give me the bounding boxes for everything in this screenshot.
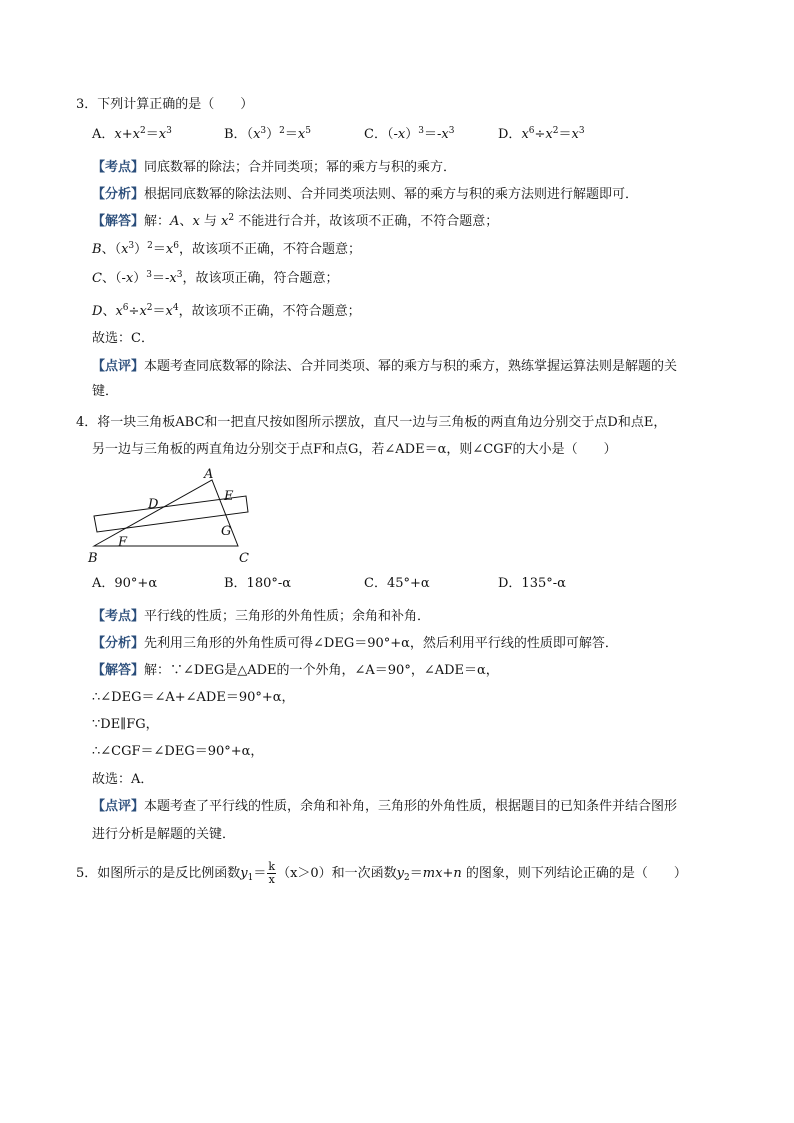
- q4-option-d: D．135°-α: [498, 576, 566, 591]
- q3-option-c: C．$(-x)^3=-x^3$: [364, 126, 455, 142]
- q3-option-b: B．$(x^3)^2=x^5$: [224, 126, 311, 142]
- q4-option-a: A．90°+α: [92, 576, 158, 591]
- label-d: D: [148, 497, 159, 512]
- q4-choose: 故选：A．: [92, 772, 154, 787]
- q4-dianping-cont: 进行分析是解题的关键．: [92, 827, 236, 842]
- label-c: C: [239, 551, 249, 566]
- q3-stem: 3．下列计算正确的是（ ）: [76, 97, 254, 112]
- q3-option-a: A．$x+x^2=x^3$: [92, 126, 172, 142]
- q3-line-d: D、$x^6\div x^2=x^4$，故该项不正确，不符合题意；: [92, 303, 361, 319]
- q4-dianping: 【点评】本题考查了平行线的性质，余角和补角，三角形的外角性质，根据题目的已知条件并结合图形: [92, 799, 678, 814]
- q4-stem-line2: 另一边与三角板的两直角边分别交于点F和点G，若∠ADE＝α，则∠CGF的大小是（ ）: [92, 442, 617, 457]
- q3-line-b: B、$(x^3)^2=x^6$，故该项不正确，不符合题意；: [92, 241, 362, 257]
- q4-jieda-2: ∴∠DEG＝∠A+∠ADE＝90°+α，: [92, 690, 295, 705]
- label-f: F: [118, 535, 128, 550]
- q3-line-c: C、$(-x)^3=-x^3$，故该项正确，符合题意；: [92, 270, 339, 286]
- q4-jieda-3: ∵DE∥FG，: [92, 717, 159, 732]
- q3-option-d: D．$x^6\div x^2=x^3$: [498, 126, 585, 142]
- q3-fenxi: 【分析】根据同底数幂的除法法则、合并同类项法则、幂的乘方与积的乘方法则进行解题即可．: [92, 187, 639, 202]
- q5-fraction: $\frac{k}{x}$: [268, 860, 276, 886]
- q3-jieda: 【解答】解：A、x 与 $x^2$ 不能进行合并，故该项不正确，不符合题意；: [92, 213, 499, 229]
- q3-dianping: 【点评】本题考查同底数幂的除法、合并同类项、幂的乘方与积的乘方，熟练掌握运算法则是解题的关: [92, 359, 678, 374]
- q3-choose: 故选：C．: [92, 331, 154, 346]
- label-a: A: [204, 467, 214, 482]
- q3-dianping-cont: 键．: [92, 384, 119, 399]
- q4-figure: [84, 464, 264, 568]
- label-b: B: [88, 551, 98, 566]
- q4-option-b: B．180°-α: [224, 576, 292, 591]
- q4-stem-line1: 4．将一块三角板ABC和一把直尺按如图所示摆放，直尺一边与三角板的两直角边分别交于点D和点E，: [76, 415, 667, 430]
- q5-stem: 5．如图所示的是反比例函数$y_1=$ $\frac{k}{x}$ （x＞0）和一次函数$y_2=mx+n$ 的图象，则下列结论正确的是（ ）: [76, 860, 687, 886]
- q4-option-c: C．45°+α: [364, 576, 430, 591]
- q3-kaodian: 【考点】同底数幂的除法；合并同类项；幂的乘方与积的乘方．: [92, 160, 457, 175]
- label-e: E: [224, 489, 234, 504]
- q4-fenxi: 【分析】先利用三角形的外角性质可得∠DEG＝90°+α，然后利用平行线的性质即可解答．: [92, 636, 618, 651]
- q4-jieda: 【解答】解：∵∠DEG是△ADE的一个外角，∠A＝90°，∠ADE＝α，: [92, 663, 499, 678]
- q4-kaodian: 【考点】平行线的性质；三角形的外角性质；余角和补角．: [92, 609, 431, 624]
- q4-jieda-4: ∴∠CGF＝∠DEG＝90°+α，: [92, 744, 264, 759]
- label-g: G: [221, 524, 232, 539]
